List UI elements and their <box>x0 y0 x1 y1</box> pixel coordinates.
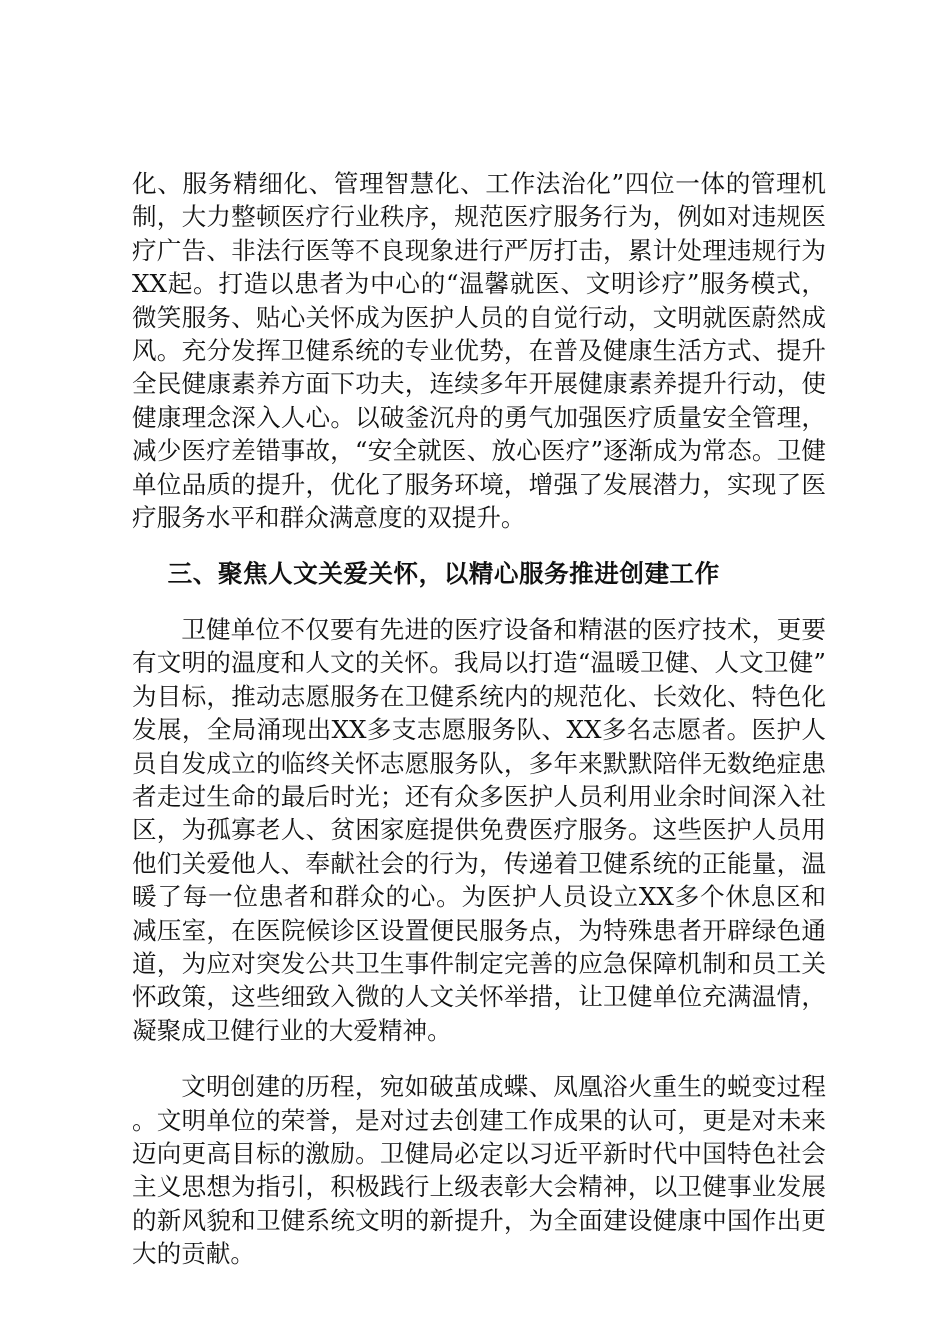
document-body <box>132 167 826 1271</box>
paragraph-humanistic-care: 卫健单位不仅要有先进的医疗设备和精湛的医疗技术，更要有文明的温度和人文的关怀。我局以打造“温暖卫健、人文卫健”为目标，推动志愿服务在卫健系统内的规范化、长效化、特色化发展，全局涌现出XX多支志愿服务队、XX多名志愿者。医护人员自发成立的临终关怀志愿服务队，多年来默默陪伴无数绝症患者走过生命的最后时光；还有众多医护人员利用业余时间深入社区，为孤寡老人、贫困家庭提供免费医疗服务。这些医护人员用他们关爱他人、奉献社会的行为，传递着卫健系统的正能量，温暖了每一位患者和群众的心。为医护人员设立XX多个休息区和减压室，在医院候诊区设置便民服务点，为特殊患者开辟绿色通道，为应对突发公共卫生事件制定完善的应急保障机制和员工关怀政策，这些细致入微的人文关怀举措，让卫健单位充满温情，凝聚成卫健行业的大爱精神。 <box>132 614 826 1045</box>
paragraph-conclusion: 文明创建的历程，宛如破茧成蝶、凤凰浴火重生的蜕变过程。文明单位的荣誉，是对过去创建工作成果的认可，更是对未来迈向更高目标的激励。卫健局必定以习近平新时代中国特色社会主义思想为指引，积极践行上级表彰大会精神，以卫健事业发展的新风貌和卫健系统文明的新提升，为全面建设健康中国作出更大的贡献。 <box>132 1072 826 1269</box>
paragraph-continuation: 化、服务精细化、管理智慧化、工作法治化”四位一体的管理机制，大力整顿医疗行业秩序，规范医疗服务行为，例如对违规医疗广告、非法行医等不良现象进行严厉打击，累计处理违规行为XX起。打造以患者为中心的“温馨就医、文明诊疗”服务模式，微笑服务、贴心关怀成为医护人员的自觉行动，文明就医蔚然成风。充分发挥卫健系统的专业优势，在普及健康生活方式、提升全民健康素养方面下功夫，连续多年开展健康素养提升行动，使健康理念深入人心。以破釜沉舟的勇气加强医疗质量安全管理，减少医疗差错事故，“安全就医、放心医疗”逐渐成为常态。卫健单位品质的提升，优化了服务环境，增强了发展潜力，实现了医疗服务水平和群众满意度的双提升。 <box>132 169 826 533</box>
section-heading-three: 三、聚焦人文关爱关怀，以精心服务推进创建工作 <box>167 559 720 589</box>
